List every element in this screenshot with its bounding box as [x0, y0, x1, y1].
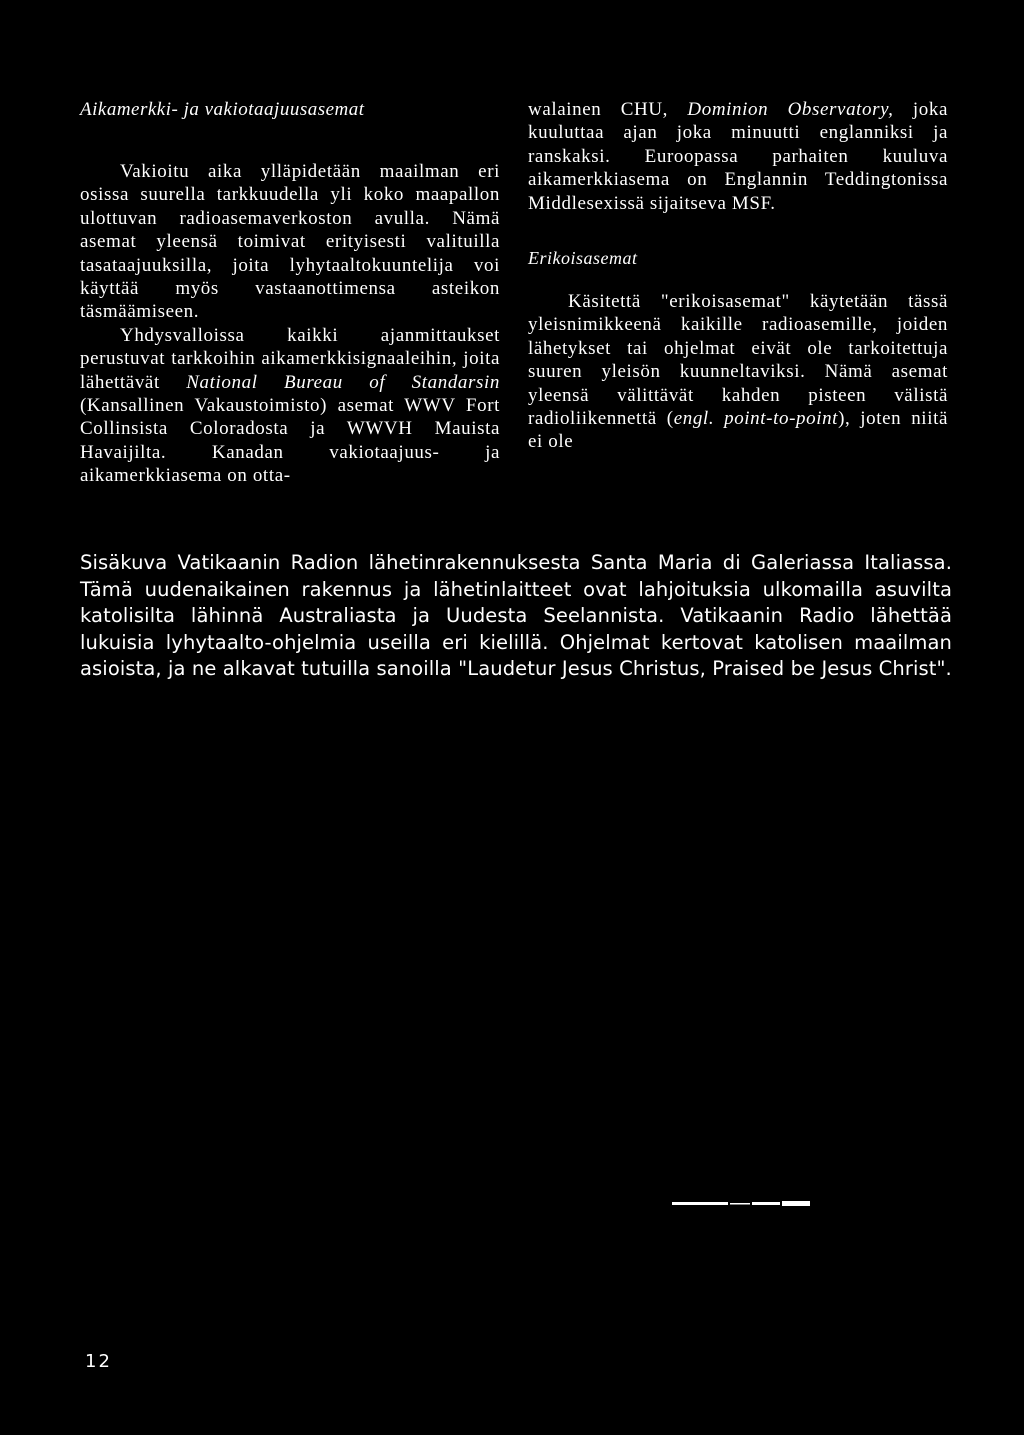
left-column — [80, 98, 500, 488]
paragraph-special-stations — [528, 290, 948, 454]
italic-term-dominion-observatory: Dominion Observatory, — [687, 99, 894, 120]
text-run: walainen CHU, — [528, 99, 688, 120]
right-column — [528, 98, 948, 454]
italic-term-nbs: National Bureau of Standarsin — [186, 371, 501, 393]
text-run: Käsitettä "erikoisasemat" käytetään tässä yleisnimikkeenä kaikille radioasemille, joiden lähetykset tai ohjelmat eivät ole tarkoitettuja suuren yleisön kuunneltaviksi. Nämä asemat yleensä välittävät kahden pisteen välistä radioliikennettä ( — [528, 291, 948, 430]
photo-caption: Sisäkuva Vatikaanin Radion lähetinrakennuksesta Santa Maria di Galeriassa Italiassa. Tämä uudenaikainen rakennus ja lähetinlaitteet ovat lahjoituksia ulkomailla asuvilta katolisilta lähinnä Australiasta ja Uudesta Seelannista. Vatikaanin Radio lähettää lukuisia lyhytaalto-ohjelmia useilla eri kielillä. Ohjelmat kertovat katolisen maailman asioista, ja ne alkavat tutuilla sanoilla "Laudetur Jesus Christus, Praised be Jesus Christ". — [80, 551, 952, 680]
paragraph-chu-msf — [528, 98, 948, 215]
italic-term-point-to-point: engl. point-to-point — [673, 408, 839, 430]
text-run: Yhdysvalloissa kaikki ajanmittaukset perustuvat tarkkoihin aikamerkkisignaaleihin, joita lähettävät — [80, 324, 500, 393]
section-heading-time-signal-stations: Aikamerkki- ja vakiotaajuusasemat — [80, 99, 365, 120]
text-run: (Kansallinen Vakaustoimisto) asemat WWV Fort Collinsista Coloradosta ja WWVH Mauista Havaijilta. Kanadan vakiotaajuus- ja aikamerkkiasema on otta- — [80, 395, 500, 487]
text-run: joka kuuluttaa ajan joka minuutti englanniksi ja ranskaksi. Euroopassa parhaiten kuuluva aikamerkkiasema on Englannin Teddingtonissa Middlesexissä sijaitseva MSF. — [528, 99, 948, 214]
page-number: 12 — [85, 1351, 112, 1372]
section-heading-special-stations: Erikoisasemat — [528, 248, 638, 269]
decorative-rule — [672, 1201, 810, 1207]
paragraph-us-stations — [80, 324, 500, 488]
paragraph-standard-time: Vakioitu aika ylläpidetään maailman eri osissa suurella tarkkuudella yli koko maapallon ulottuvan radioasemaverkoston avulla. Nämä asemat yleensä toimivat erityisesti valituilla tasataajuuksilla, joita lyhytaaltokuuntelija voi käyttää myös vastaanottimensa asteikon täsmäämiseen. — [80, 161, 500, 323]
text-run: ), joten niitä ei ole — [528, 408, 948, 453]
